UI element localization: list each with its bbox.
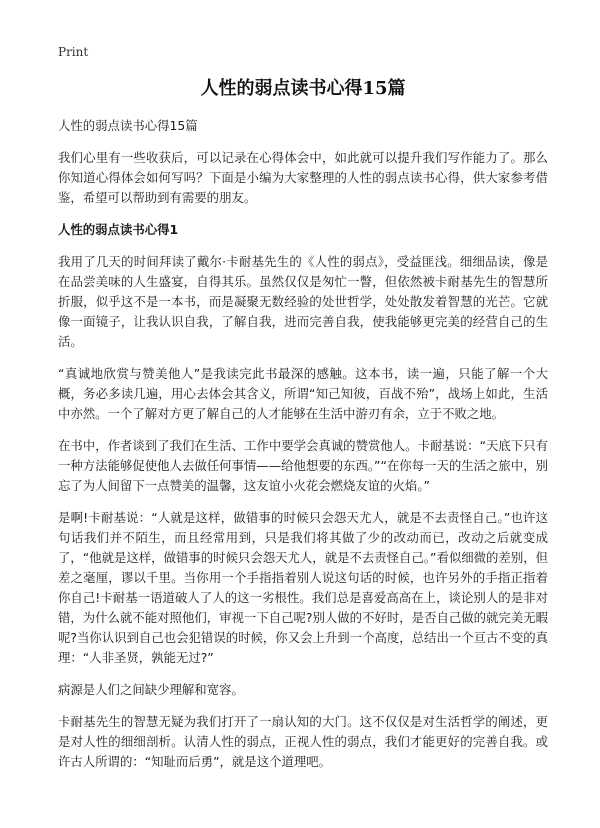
body-paragraph: 是啊!卡耐基说：“人就是这样，做错事的时候只会怨天尤人，就是不去责怪自己。”也许这句话我们并不陌生，而且经常用到，只是我们将其做了少的改动而已，改动之后就变成了，“他就是这样，做错事的时候只会怨天尤人，就是不去责怪自己。”看似细微的差别，但差之毫厘，谬以千里。当你用一个手指指着别人说这句话的时候，也许另外的手指正指着你自己!卡耐基一语道破人了人的这一劣根性。我们总是喜爱高高在上，谈论别人的是非对错，为什么就不能对照他们，审视一下自己呢?别人做的不好时，是否自己做的就完美无暇呢?当你认识到自己也会犯错误的时候，你又会上升到一个高度，总结出一个亘古不变的真理：“人非圣贤，孰能无过?” bbox=[58, 510, 548, 665]
body-paragraph: 在书中，作者谈到了我们在生活、工作中要学会真诚的赞赏他人。卡耐基说：“天底下只有一种方法能够促使他人去做任何事情——给他想要的东西。”“在你每一天的生活之旅中，别忘了为人间留下一点赞美的温馨，这友谊小火花会燃烧友谊的火焰。” bbox=[58, 438, 548, 493]
body-paragraph: 我用了几天的时间拜读了戴尔·卡耐基先生的《人性的弱点》，受益匪浅。细细品读，像是在品尝美味的人生盛宴，自得其乐。虽然仅仅是匆忙一瞥，但依然被卡耐基先生的智慧所折服，似乎这不是一本书，而是凝聚无数经验的处世哲学，处处散发着智慧的光芒。它就像一面镜子，让我认识自我，了解自我，进而完善自我，使我能够更完美的经营自己的生活。 bbox=[58, 254, 548, 349]
section-heading: 人性的弱点读书心得1 bbox=[58, 222, 179, 237]
body-paragraph: 卡耐基先生的智慧无疑为我们打开了一扇认知的大门。这不仅仅是对生活哲学的阐述，更是对人性的细细剖析。认清人性的弱点，正视人性的弱点，我们才能更好的完善自我。或许古人所谓的：“知耻而后勇”，就是这个道理吧。 bbox=[58, 714, 548, 769]
print-label: Print bbox=[58, 45, 89, 59]
body-paragraph: 病源是人们之间缺少理解和宽容。 bbox=[58, 682, 244, 697]
intro-paragraph: 我们心里有一些收获后，可以记录在心得体会中，如此就可以提升我们写作能力了。那么你知道心得体会如何写吗？下面是小编为大家整理的人性的弱点读书心得，供大家参考借鉴，希望可以帮助到有需要的朋友。 bbox=[58, 150, 548, 205]
document-subtitle: 人性的弱点读书心得15篇 bbox=[58, 118, 198, 133]
body-paragraph: “真诚地欣赏与赞美他人”是我读完此书最深的感触。这本书，读一遍，只能了解一个大概，务必多读几遍，用心去体会其含义，所谓“知己知彼，百战不殆”，战场上如此，生活中亦然。一个了解对方更了解自己的人才能够在生活中游刃有余，立于不败之地。 bbox=[58, 366, 548, 421]
document-title: 人性的弱点读书心得15篇 bbox=[200, 78, 406, 99]
